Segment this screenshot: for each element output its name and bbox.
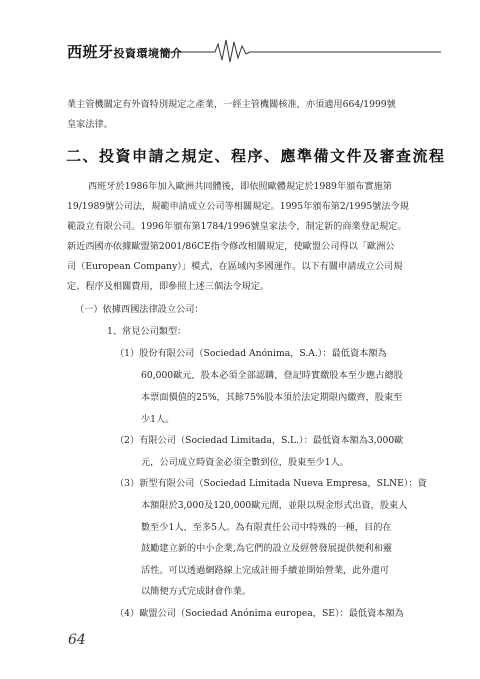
header-title-big: 西班牙 (67, 43, 114, 61)
body-line: 範設立有限公司。1996年頒布第1784/1996號皇家法令，制定新的商業登記規定。 (67, 221, 407, 232)
list-item-line: （4）歐盟公司（Sociedad Anónima europea，SE）：最低資本額為 (115, 608, 404, 619)
sub-heading: （一）依據西國法律設立公司： (75, 304, 204, 315)
body-line: 司（European Company）」模式，在區域內多國運作。以下有關申請成立公司規 (67, 261, 403, 272)
list-item-line: 少1人。 (141, 414, 175, 425)
list-item-line: 鼓勵建立新的中小企業,為它們的設立及經營發展提供便利和靈 (141, 543, 392, 554)
list-item-line: 以簡便方式完成財會作業。 (141, 586, 252, 597)
sub-heading: 1、常見公司類型： (107, 326, 187, 337)
list-item-line: （1）股份有限公司（Sociedad Anónima，S.A.）：最低資本額為 (115, 348, 387, 359)
list-item-line: 元，公司成立時資金必須全數到位，股東至少1人。 (141, 457, 349, 468)
intro-line: 皇家法律。 (67, 119, 113, 130)
list-item-line: （3）新型有限公司（Sociedad Limitada Nueva Empresa，SLNE）：資 (115, 478, 427, 489)
body-line: 19/1989號公司法，規範申請成立公司等相關規定。1995年頒布第2/1995號法令規 (67, 201, 409, 212)
body-line: 新近西國亦依據歐盟第2001/86CE指令修改相關規定，使歐盟公司得以「歐洲公 (67, 241, 395, 252)
section-heading: 二、投資申請之規定、程序、應準備文件及審查流程 (66, 147, 446, 165)
list-item-line: 本額限於3,000及120,000歐元間，並限以現金形式出資，股東人 (141, 500, 408, 511)
list-item-line: 活性。可以透過網路線上完成註冊手續並開始營業，此外還可 (141, 565, 390, 576)
list-item-line: 本票面價值的25%，其餘75%股本須於法定期限內繳齊，股東至 (141, 392, 403, 403)
intro-line: 業主管機關定有外資特別規定之產業，一經主管機關核准，亦須適用664/1999號 (67, 99, 396, 110)
header-title-small: 投資環境簡介 (113, 47, 183, 60)
body-line: 定、程序及相關費用，即參照上述三個法令規定。 (67, 281, 270, 292)
page-number: 64 (68, 632, 86, 648)
list-item-line: 60,000歐元，股本必須全部認購，登記時實繳股本至少應占總股 (141, 370, 403, 381)
list-item-line: （2）有限公司（Sociedad Limitada，S.L.）：最低資本額為3,000歐 (115, 435, 404, 446)
list-item-line: 數至少1人，至多5人。為有限責任公司中特殊的一種，目的在 (141, 522, 392, 533)
running-header (67, 36, 441, 64)
body-line: 西班牙於1986年加入歐洲共同體後，即依照歐體規定於1989年頒布實施第 (88, 181, 393, 192)
header-title (67, 41, 183, 62)
